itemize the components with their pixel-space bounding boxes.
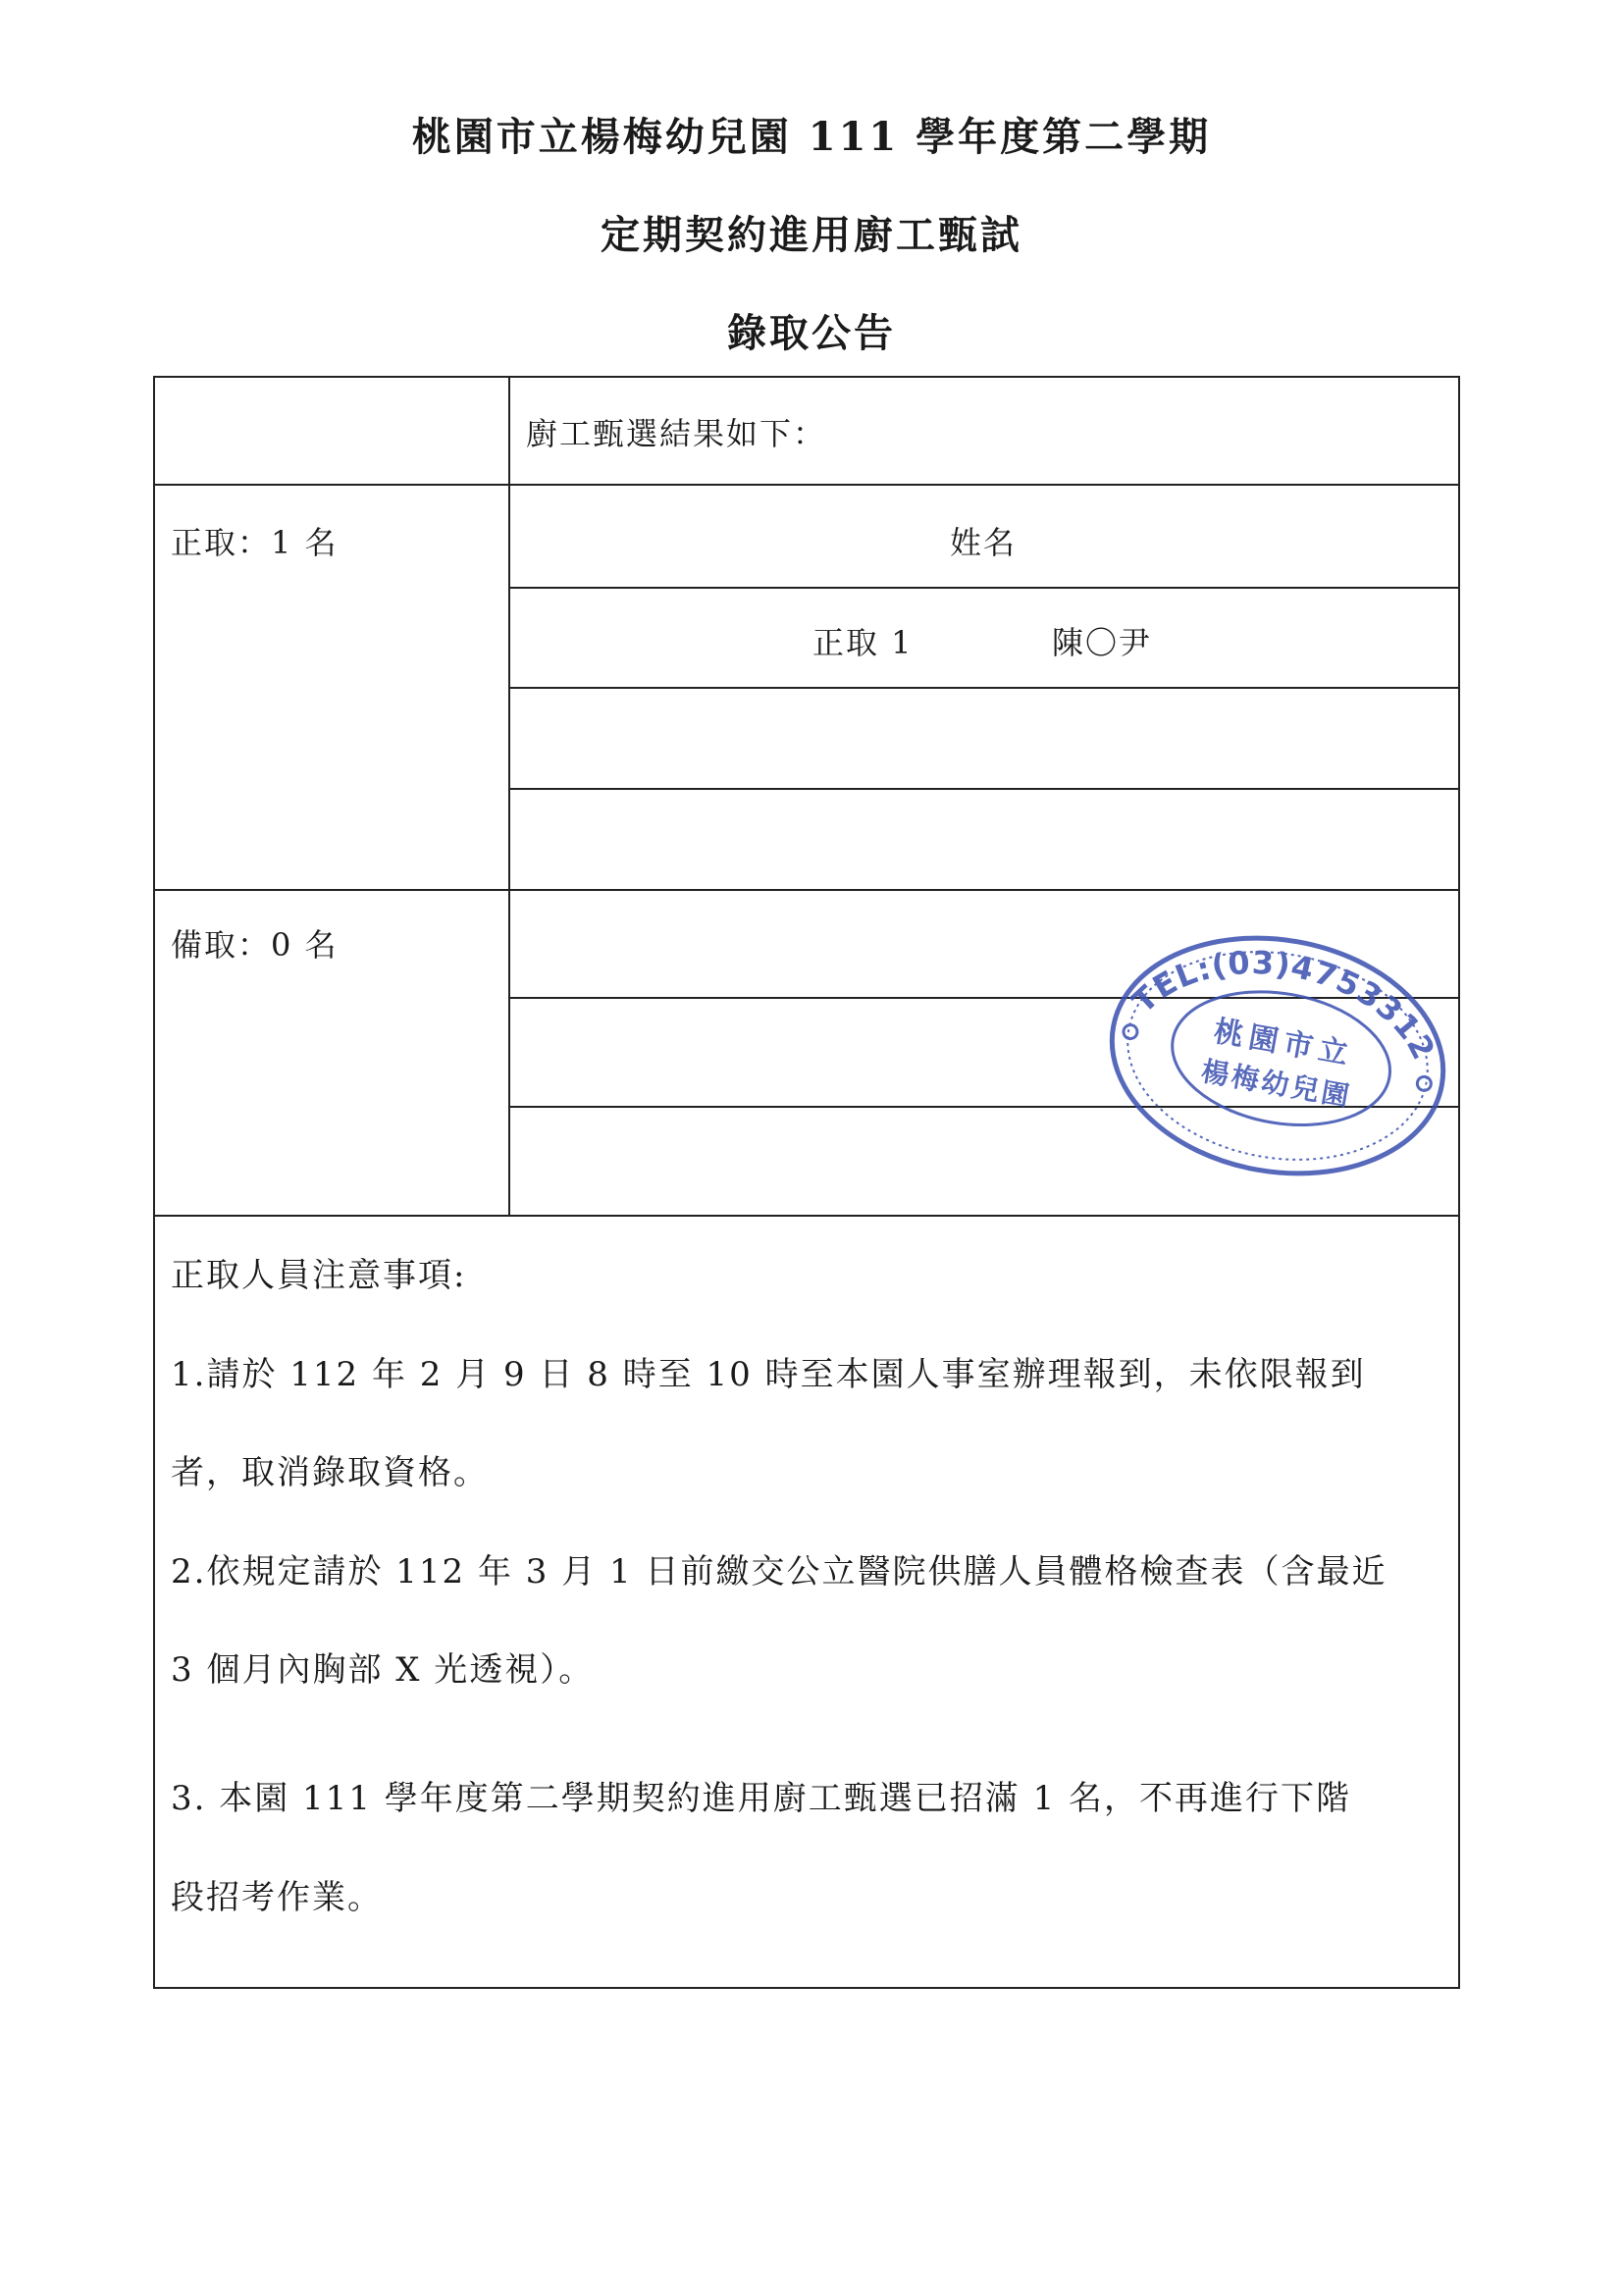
title-line-1: 桃園市立楊梅幼兒園 111 學年度第二學期 xyxy=(411,114,1212,160)
note-3-line-1: 3. 本園 111 學年度第二學期契約進用廚工甄選已招滿 1 名，不再進行下階 xyxy=(171,1779,1352,1818)
note-1-line-1: 1.請於 112 年 2 月 9 日 8 時至 10 時至本園人事室辦理報到，未依限報到 xyxy=(171,1355,1366,1394)
name-column-header: 姓名 xyxy=(950,524,1018,561)
inner-row-divider xyxy=(510,687,1458,689)
admitted-rank: 正取 1 xyxy=(812,624,914,661)
admitted-count-label: 正取：1 名 xyxy=(171,524,339,561)
inner-row-divider xyxy=(510,587,1458,589)
results-intro: 廚工甄選結果如下： xyxy=(526,415,827,452)
title-line-3: 錄取公告 xyxy=(727,310,896,356)
admitted-name: 陳〇尹 xyxy=(1052,624,1153,661)
seal-tel-text: TEL:(03)4753312 xyxy=(1125,943,1443,1067)
notes-heading: 正取人員注意事項: xyxy=(171,1256,467,1295)
note-1-line-2: 者，取消錄取資格。 xyxy=(171,1453,489,1492)
seal-line-2: 楊梅幼兒園 xyxy=(1198,1055,1355,1114)
column-divider xyxy=(508,378,510,1215)
title-line-2: 定期契約進用廚工甄試 xyxy=(601,212,1022,258)
inner-row-divider xyxy=(510,788,1458,790)
row-divider xyxy=(155,484,1458,486)
note-2-line-1: 2.依規定請於 112 年 3 月 1 日前繳交公立醫院供膳人員體格檢查表（含最近 xyxy=(171,1552,1387,1592)
waitlist-count-label: 備取：0 名 xyxy=(171,926,339,964)
note-3-line-2: 段招考作業。 xyxy=(171,1878,383,1917)
row-divider xyxy=(155,1215,1458,1217)
seal-line-1: 桃園市立 xyxy=(1211,1014,1357,1073)
note-2-line-2: 3 個月內胸部 X 光透視）。 xyxy=(171,1650,595,1690)
row-divider xyxy=(155,889,1458,891)
results-table xyxy=(153,376,1460,1989)
